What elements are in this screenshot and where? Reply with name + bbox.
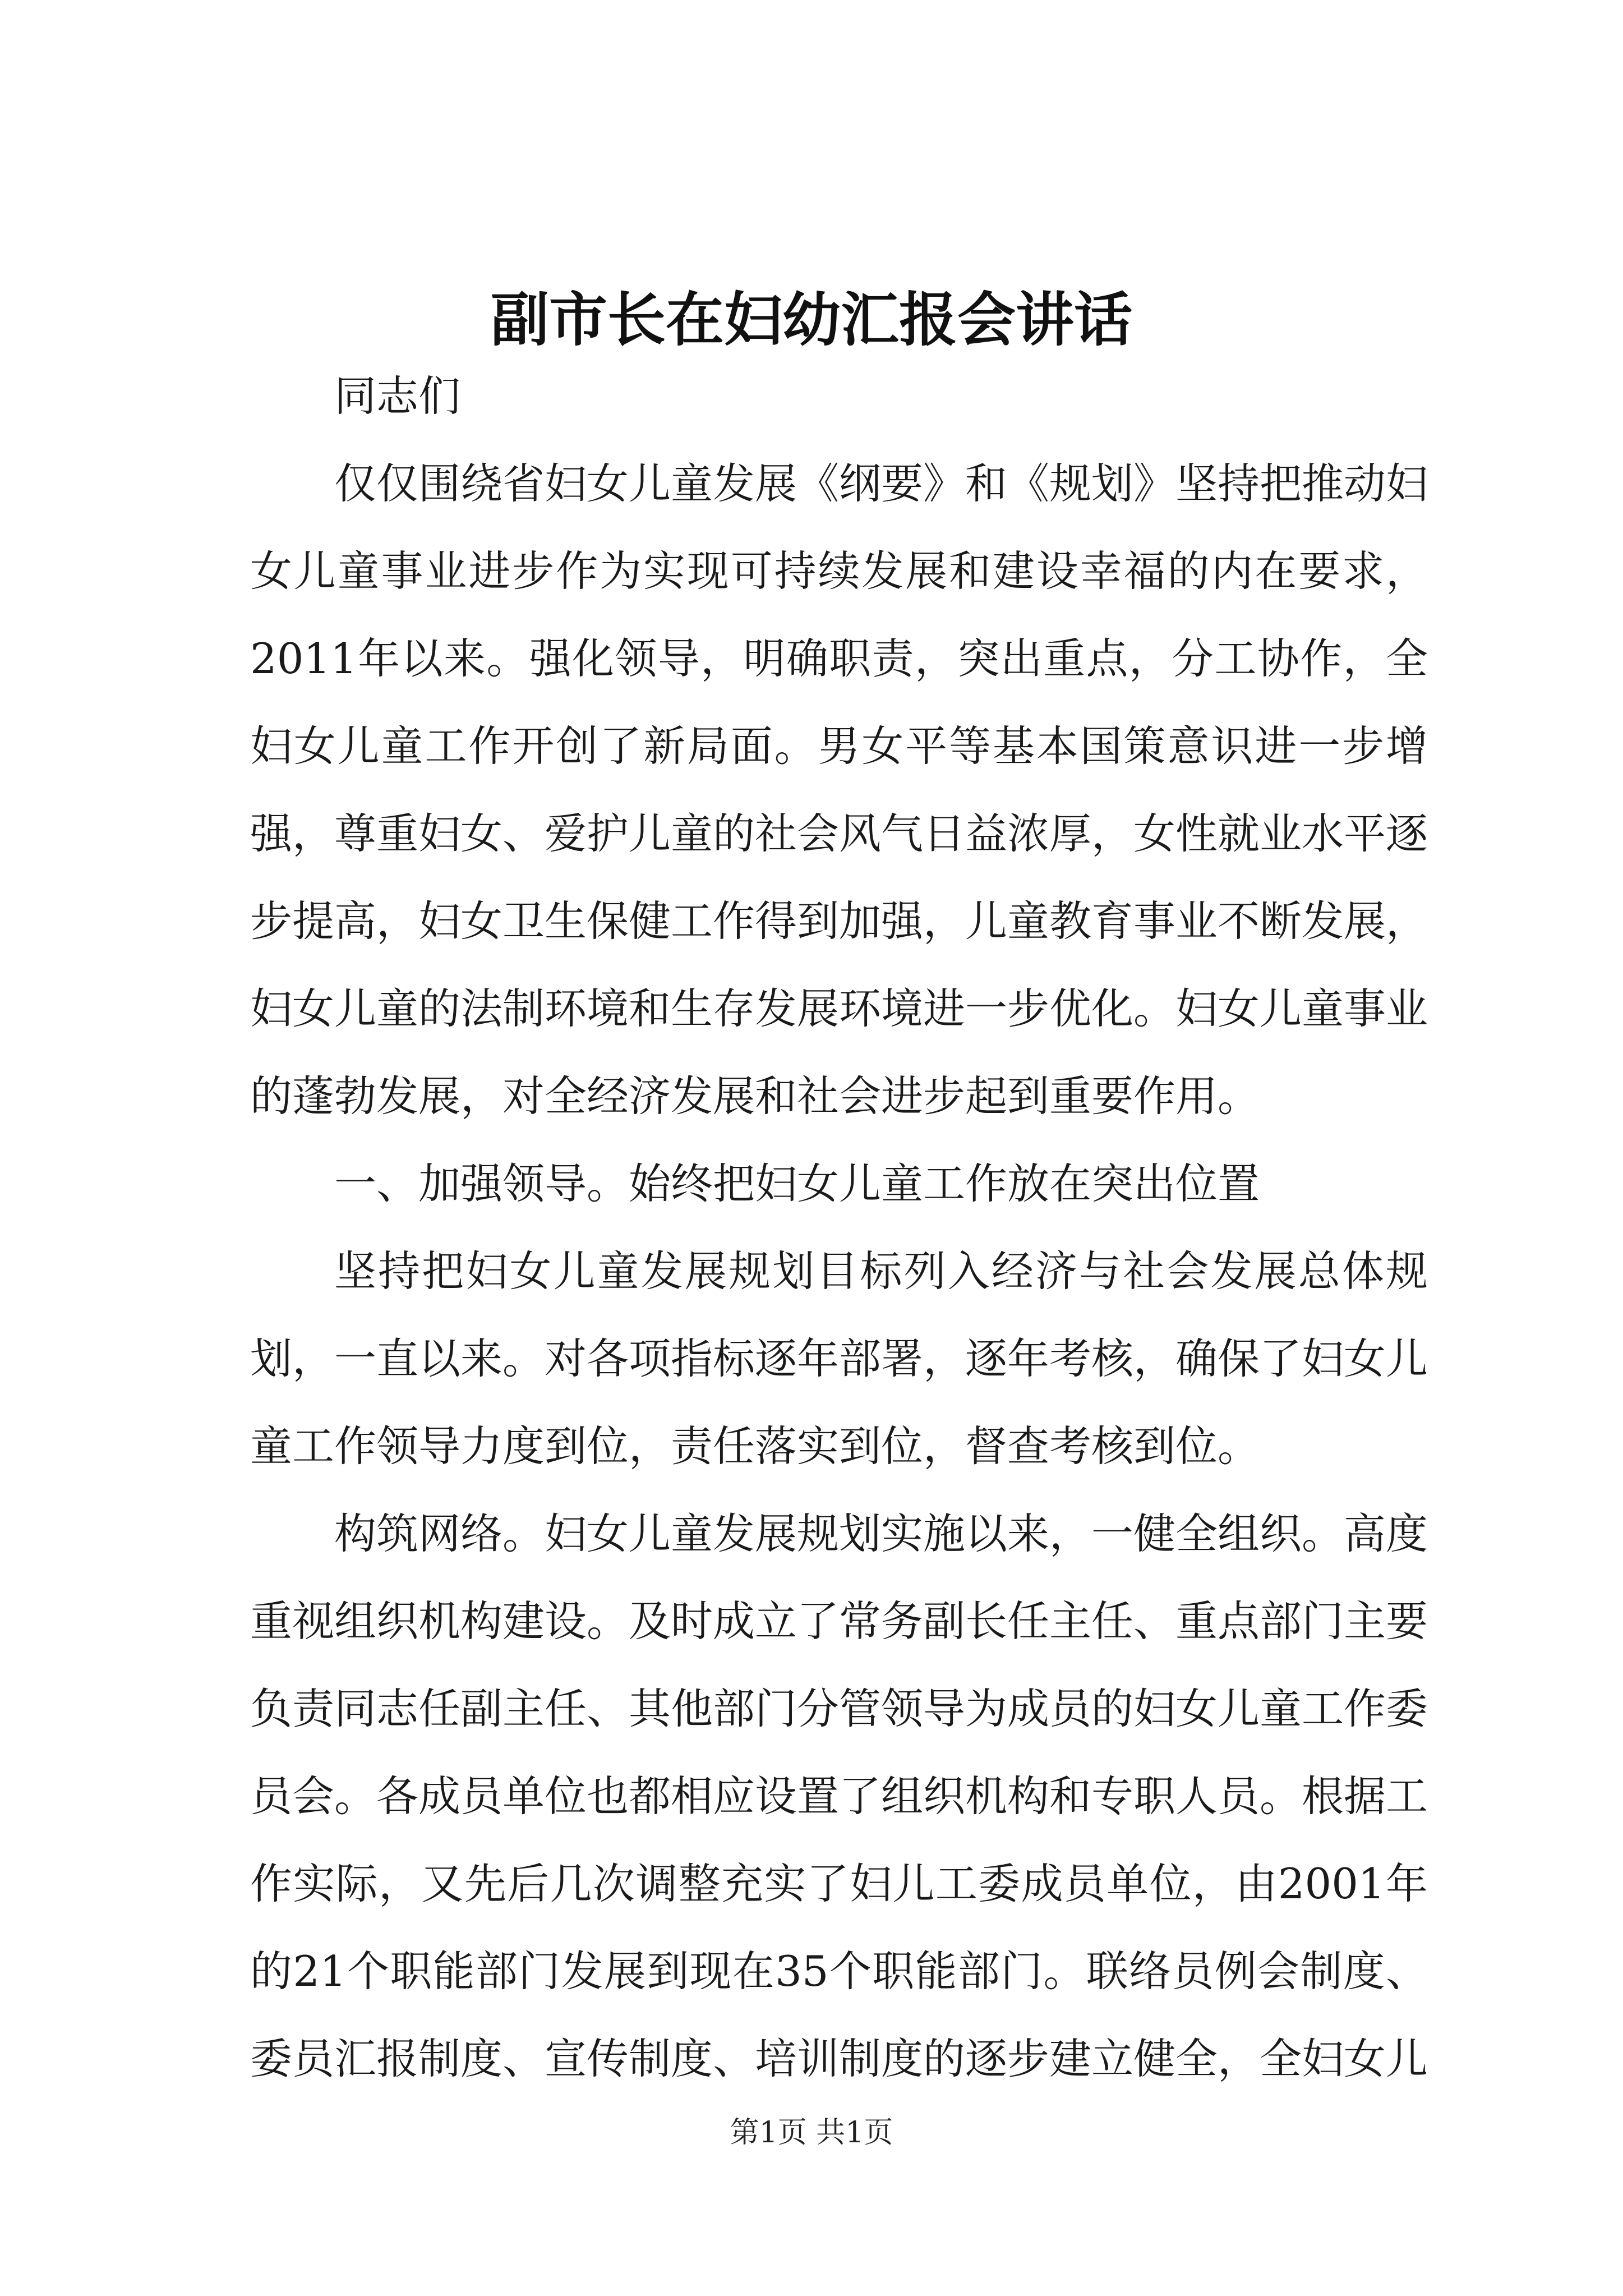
paragraph-planning: 坚持把妇女儿童发展规划目标列入经济与社会发展总体规划，一直以来。对各项指标逐年部署，逐年考核，确保了妇女儿童工作领导力度到位，责任落实到位，督查考核到位。 <box>250 1246 1428 1471</box>
page-footer: 第1页 共1页 <box>730 2116 893 2150</box>
paragraph-network: 构筑网络。妇女儿童发展规划实施以来，一健全组织。高度重视组织机构建设。及时成立了常务副长任主任、重点部门主要负责同志任副主任、其他部门分管领导为成员的妇女儿童工作委员会。各成员单位也都相应设置了组织机构和专职人员。根据工作实际，又先后几次调整充实了妇儿工委成员单位，由2001年的21个职能部门发展到现在35个职能部门。联络员例会制度、委员汇报制度、宣传制度、培训制度的逐步建立健全，全妇女儿 <box>250 1509 1428 2083</box>
paragraph-salutation: 同志们 <box>334 371 461 421</box>
document-body <box>250 352 1428 2102</box>
document-title: 副市长在妇幼汇报会讲话 <box>490 285 1132 354</box>
paragraph-intro: 仅仅围绕省妇女儿童发展《纲要》和《规划》坚持把推动妇女儿童事业进步作为实现可持续发展和建设幸福的内在要求，2011年以来。强化领导，明确职责，突出重点，分工协作，全妇女儿童工作开创了新局面。男女平等基本国策意识进一步增强，尊重妇女、爱护儿童的社会风气日益浓厚，女性就业水平逐步提高，妇女卫生保健工作得到加强，儿童教育事业不断发展，妇女儿童的法制环境和生存发展环境进一步优化。妇女儿童事业的蓬勃发展，对全经济发展和社会进步起到重要作用。 <box>250 459 1428 1121</box>
section-heading-1: 一、加强领导。始终把妇女儿童工作放在突出位置 <box>334 1159 1260 1208</box>
